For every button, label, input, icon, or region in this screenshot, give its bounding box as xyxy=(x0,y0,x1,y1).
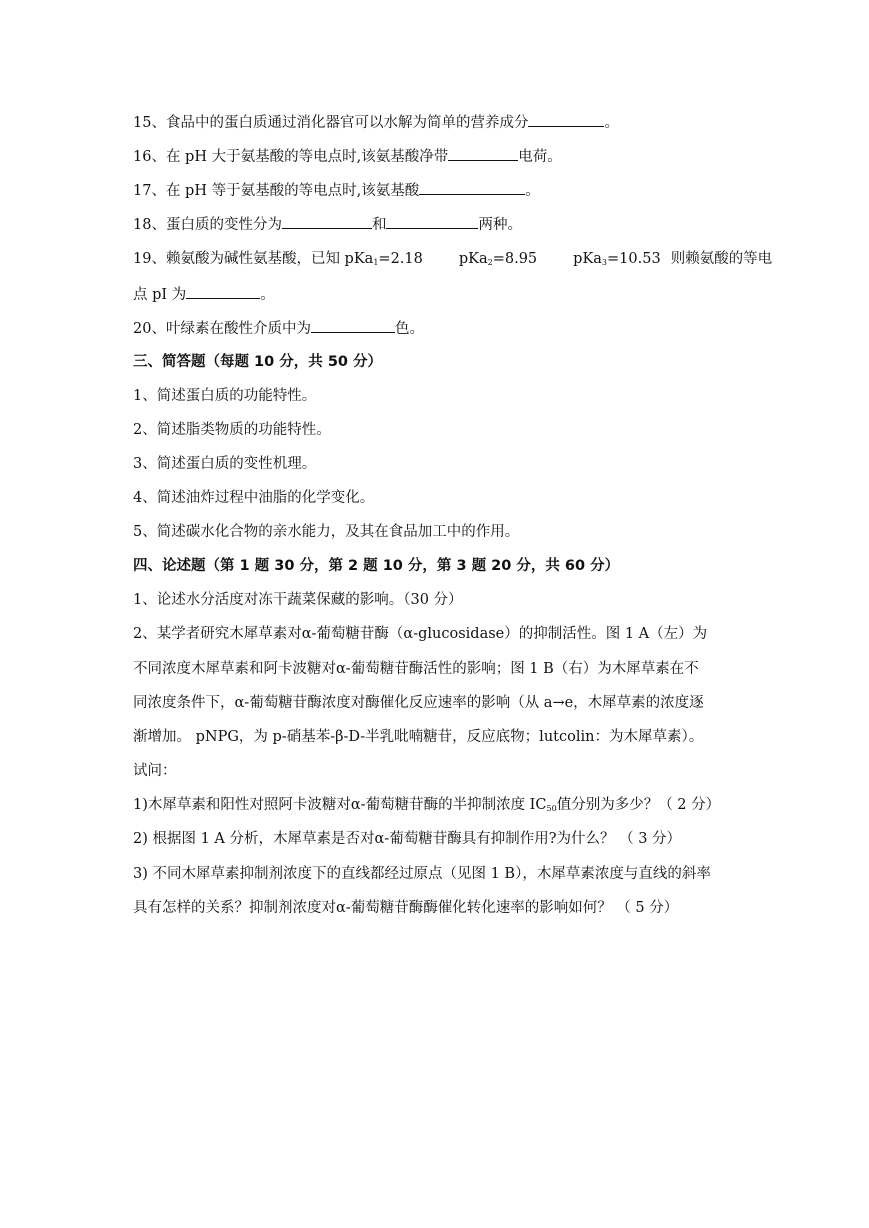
pka3-value: =10.53 xyxy=(607,251,661,267)
question-20 xyxy=(133,318,424,339)
question-18-end: 两种。 xyxy=(478,217,522,233)
short-question-3: 3、简述蛋白质的变性机理。 xyxy=(133,456,317,472)
question-18-text: 18、蛋白质的变性分为 xyxy=(133,217,282,233)
essay-question-2-line: 2、某学者研究木犀草素对α-葡萄糖苷酶（α-glucosidase）的抑制活性。图 1 A（左）为 xyxy=(133,626,708,642)
essay-question-1: 1、论述水分活度对冻干蔬菜保藏的影响。（30 分） xyxy=(133,592,463,608)
section-3-title: 三、简答题（每题 10 分，共 50 分） xyxy=(133,354,383,370)
answer-blank[interactable] xyxy=(282,214,372,229)
subscript: 2 xyxy=(487,258,493,267)
question-17 xyxy=(133,180,540,201)
answer-blank[interactable] xyxy=(186,284,260,299)
sub-question-1-tail: 值分别为多少？（ 2 分） xyxy=(556,797,721,813)
question-19-tail: 则赖氨酸的等电 xyxy=(670,251,773,267)
subscript: 3 xyxy=(601,258,608,267)
question-15-end: 。 xyxy=(604,115,619,131)
question-15 xyxy=(133,112,619,133)
question-16-end: 电荷。 xyxy=(518,149,562,165)
question-19 xyxy=(133,249,772,273)
short-question-2: 2、简述脂类物质的功能特性。 xyxy=(133,422,331,438)
short-question-1: 1、简述蛋白质的功能特性。 xyxy=(133,388,317,404)
answer-blank[interactable] xyxy=(386,214,478,229)
question-16 xyxy=(133,146,562,167)
pka2-label: pKa xyxy=(458,251,488,267)
section-4-title: 四、论述题（第 1 题 30 分，第 2 题 10 分，第 3 题 20 分，共 60 分） xyxy=(133,558,620,574)
question-20-end: 色。 xyxy=(394,321,424,337)
essay-question-2-line: 不同浓度木犀草素和阿卡波糖对α-葡萄糖苷酶活性的影响；图 1 B（右）为木犀草素在不 xyxy=(133,661,699,677)
question-15-text: 15、食品中的蛋白质通过消化器官可以水解为简单的营养成分 xyxy=(133,115,529,131)
question-19-line2: 点 pI 为 xyxy=(133,287,187,303)
pka3-label: pKa xyxy=(573,251,602,267)
question-19-end: 。 xyxy=(260,287,275,303)
short-question-4: 4、简述油炸过程中油脂的化学变化。 xyxy=(133,490,375,506)
answer-blank[interactable] xyxy=(448,146,518,161)
short-question-5: 5、简述碳水化合物的亲水能力，及其在食品加工中的作用。 xyxy=(133,524,520,540)
question-17-text: 17、在 pH 等于氨基酸的等电点时,该氨基酸 xyxy=(133,183,420,199)
question-19-cont xyxy=(133,284,275,305)
question-18 xyxy=(133,214,522,235)
answer-blank[interactable] xyxy=(311,318,395,333)
question-16-text: 16、在 pH 大于氨基酸的等电点时,该氨基酸净带 xyxy=(133,149,449,165)
question-18-mid: 和 xyxy=(371,217,387,233)
sub-question-3-line: 具有怎样的关系？抑制剂浓度对α-葡萄糖苷酶酶催化转化速率的影响如何？ （ 5 分） xyxy=(133,900,679,916)
essay-question-2-line: 同浓度条件下，α-葡萄糖苷酶浓度对酶催化反应速率的影响（从 a→e，木犀草素的浓度逐 xyxy=(133,695,704,711)
question-20-text: 20、叶绿素在酸性介质中为 xyxy=(133,321,311,337)
subscript: 50 xyxy=(546,804,557,813)
question-17-end: 。 xyxy=(525,183,540,199)
answer-blank[interactable] xyxy=(528,112,604,127)
sub-question-1 xyxy=(133,795,720,819)
pka2-value: =8.95 xyxy=(492,251,538,267)
essay-question-2-line: 渐增加。 pNPG，为 p-硝基苯-β-D-半乳吡喃糖苷，反应底物；lutcolin：为木犀草素）。 xyxy=(133,729,704,745)
essay-question-2-line: 试问： xyxy=(133,763,177,779)
sub-question-3-line: 3) 不同木犀草素抑制剂浓度下的直线都经过原点（见图 1 B），木犀草素浓度与直线的斜率 xyxy=(133,866,711,882)
sub-question-1-text: 1)木犀草素和阳性对照阿卡波糖对α-葡萄糖苷酶的半抑制浓度 IC xyxy=(133,797,547,813)
pka1-value: =2.18 xyxy=(378,251,423,267)
subscript: 1 xyxy=(373,258,379,267)
answer-blank[interactable] xyxy=(419,180,525,195)
sub-question-2: 2) 根据图 1 A 分析，木犀草素是否对α-葡萄糖苷酶具有抑制作用?为什么？ （ 3 分） xyxy=(133,831,682,847)
question-19-text: 19、赖氨酸为碱性氨基酸，已知 pKa xyxy=(133,251,374,267)
